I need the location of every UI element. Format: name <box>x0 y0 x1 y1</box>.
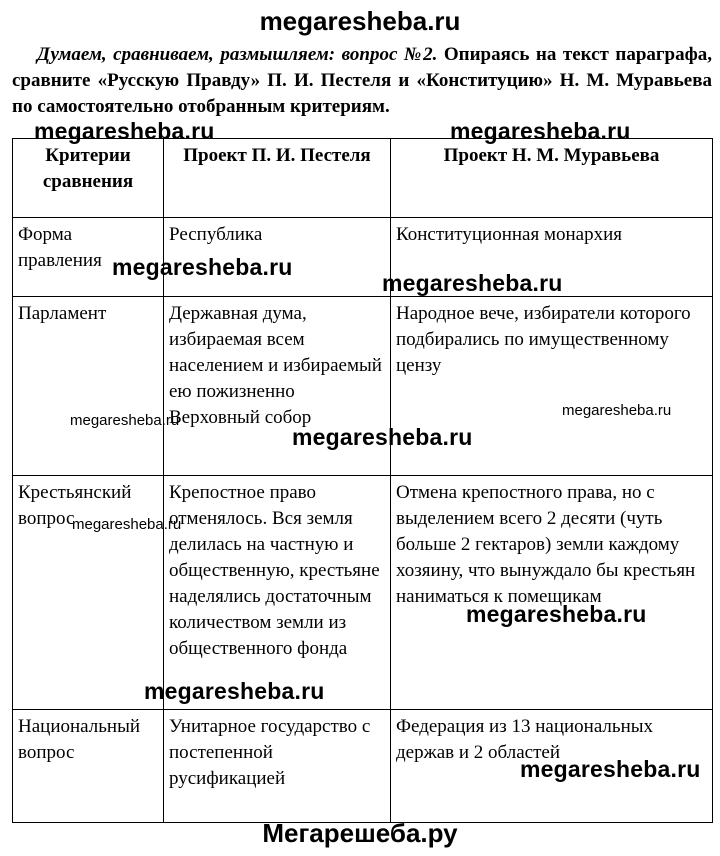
table-header-row <box>13 139 713 218</box>
watermark: megaresheba.ru <box>144 678 325 704</box>
pestel-cell: Державная дума, избираемая всем населением и избираемый ею пожизненно Верховный собор <box>164 297 391 476</box>
footer-watermark: Мегарешеба.ру <box>262 818 458 848</box>
watermark: megaresheba.ru <box>72 516 182 533</box>
muravyov-cell: Народное вече, избиратели которого подбирались по имущественному цензу <box>391 297 713 476</box>
header-watermark: megaresheba.ru <box>259 6 461 36</box>
header-muravyov: Проект Н. М. Муравьева <box>391 139 713 218</box>
criterion-cell: Парламент <box>13 297 164 476</box>
watermark: megaresheba.ru <box>70 412 180 429</box>
muravyov-cell: Конституционная монархия <box>391 218 713 297</box>
watermark: megaresheba.ru <box>292 424 473 450</box>
watermark: megaresheba.ru <box>450 118 631 144</box>
criterion-cell: Крестьянский вопрос <box>13 476 164 710</box>
pestel-cell: Унитарное государство с постепенной русификацией <box>164 710 391 823</box>
table-row <box>13 476 713 710</box>
watermark: megaresheba.ru <box>562 402 672 419</box>
watermark: megaresheba.ru <box>466 601 647 627</box>
watermark: megaresheba.ru <box>520 756 701 782</box>
header-criteria: Критерии сравнения <box>13 139 164 218</box>
watermark: megaresheba.ru <box>112 254 293 280</box>
question-text: Опираясь на текст параграфа, сравните «Русскую Правду» П. И. Пестеля и «Конституцию» Н. М. Муравьева по самостоятельно отобранным критериям. <box>12 44 713 117</box>
question-block <box>12 42 712 120</box>
criterion-cell: Национальный вопрос <box>13 710 164 823</box>
header-pestel: Проект П. И. Пестеля <box>164 139 391 218</box>
watermark: megaresheba.ru <box>34 118 215 144</box>
pestel-cell: Крепостное право отменялось. Вся земля делилась на частную и общественную, крестьяне наделялись достаточным количеством земли из общественного фонда <box>164 476 391 710</box>
criterion-cell: Форма правления <box>13 218 164 297</box>
muravyov-cell: Отмена крепостного права, но с выделением всего 2 десяти (чуть больше 2 гектаров) земли каждому хозяину, что вынуждало бы крестьян наниматься к помещикам <box>391 476 713 710</box>
pestel-cell: Республика <box>164 218 391 297</box>
watermark: megaresheba.ru <box>382 270 563 296</box>
muravyov-cell: Федерация из 13 национальных держав и 2 областей <box>391 710 713 823</box>
question-lead: Думаем, сравниваем, размышляем: вопрос №2. <box>37 44 438 65</box>
comparison-table <box>12 138 713 823</box>
